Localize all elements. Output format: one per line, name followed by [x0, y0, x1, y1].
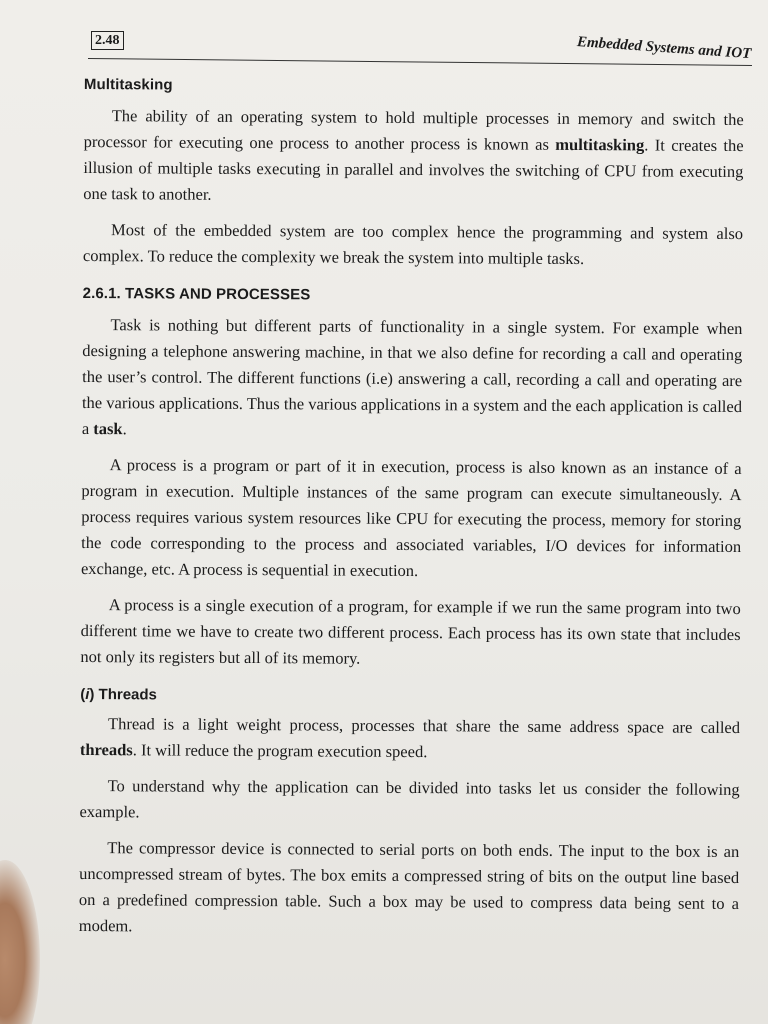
- page-header: [88, 28, 752, 62]
- text-run: Task is nothing but different parts of functionality in a single system. For example when designing a telephone answering machine, in that we also define for recording a call and operating the user’s control. The different functions (i.e) answering a call, recording a call and operating are the various applications. Thus the various applications in a system and the each application is called a: [81, 315, 743, 439]
- heading-prefix: (: [80, 685, 86, 704]
- text-run: Thread is a light weight process, processes that share the same address space are called: [107, 714, 741, 738]
- term-task: task: [93, 419, 123, 439]
- text-run: . It will reduce the program execution speed.: [132, 740, 428, 762]
- term-threads: threads: [79, 739, 133, 760]
- page-number: 2.48: [91, 31, 124, 50]
- finger-shadow: [0, 860, 40, 1024]
- paragraph-complexity: Most of the embedded system are too complex hence the programming and system also complex. To reduce the complexity we break the system into multiple tasks.: [82, 220, 744, 269]
- subsection-heading-threads: [80, 686, 740, 707]
- text-run: .: [122, 419, 127, 439]
- heading-suffix: ) Threads: [89, 686, 157, 704]
- text-run: . It creates the illusion of multiple tasks executing in parallel and involves the switching of CPU from executing one task to another.: [83, 135, 744, 204]
- running-title: Embedded Systems and IOT: [576, 34, 753, 63]
- paragraph-task-definition: [82, 312, 743, 446]
- text-run: The ability of an operating system to hold multiple processes in memory and switch the processor for executing one process to another process is known as: [83, 106, 744, 154]
- term-multitasking: multitasking: [555, 134, 645, 155]
- header-rule: [88, 58, 752, 66]
- paragraph-thread-definition: [80, 711, 740, 767]
- section-heading-tasks-processes: 2.6.1. TASKS AND PROCESSES: [82, 284, 311, 304]
- page-content: [79, 76, 744, 953]
- paragraph-process-execution: A process is a single execution of a program, for example if we run the same program into two different time we have to create two different process. Each process has its own state that includes not only its registers but all of its memory.: [80, 595, 741, 668]
- paragraph-process-definition: A process is a program or part of it in execution, process is also known as an instance of a program in execution. Multiple instances of the same program can execute simultaneously. A process requires various system resources like CPU for executing the process, memory for storing the code corresponding to the process and associated variables, I/O devices for information exchange, etc. A process is sequential in execution.: [80, 455, 742, 581]
- paragraph-example-intro: To understand why the application can be divided into tasks let us consider the following example.: [79, 776, 740, 822]
- last-paragraph-wrap: [79, 835, 740, 943]
- heading-roman-numeral: i: [85, 686, 90, 704]
- paragraph-multitasking-definition: [83, 103, 744, 211]
- paragraph-compressor-example: The compressor device is connected to serial ports on both ends. The input to the box is an uncompressed stream of bytes. The box emits a compressed string of bits on the output line based on a predefined compression table. Such a box may be used to compress data being sent to a modem.: [78, 838, 740, 936]
- section-heading-multitasking: Multitasking: [83, 76, 173, 94]
